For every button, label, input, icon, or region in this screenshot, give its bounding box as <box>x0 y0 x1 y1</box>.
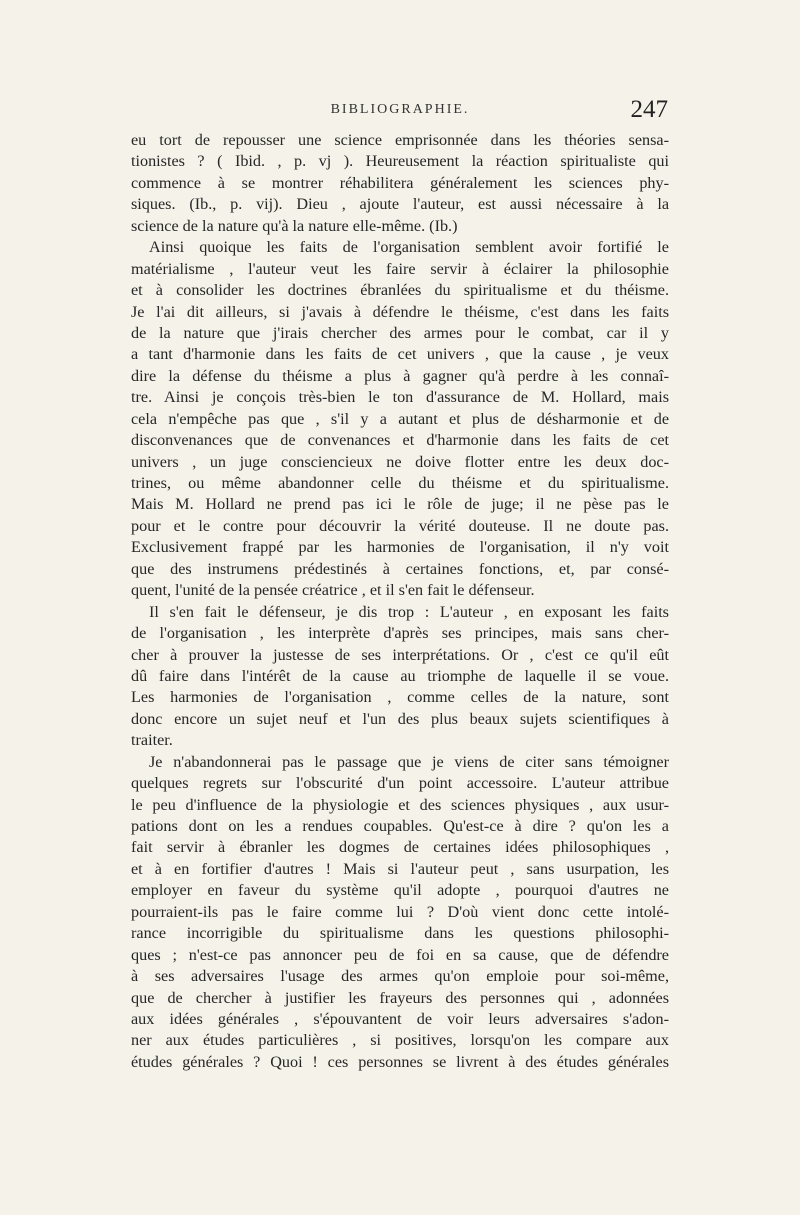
text-line: ner aux études particulières , si positives, lorsqu'on les compare aux <box>131 1031 669 1050</box>
text-line: Je n'abandonnerai pas le passage que je viens de citer sans témoigner <box>149 752 669 771</box>
text-line: que des instrumens prédestinés à certaines fonctions, et, par consé- <box>131 559 669 578</box>
text-line: Ainsi quoique les faits de l'organisation semblent avoir fortifié le <box>149 238 669 257</box>
text-line: siques. (Ib., p. vij). Dieu , ajoute l'auteur, est aussi nécessaire à la <box>131 195 669 214</box>
text-line: trines, ou même abandonner celle du théisme et du spiritualisme. <box>131 474 669 492</box>
text-line: dire la défense du théisme a plus à gagner qu'à perdre à les connaî- <box>131 366 669 385</box>
text-line: que de chercher à justifier les frayeurs des personnes qui , adonnées <box>131 988 669 1007</box>
text-line: commence à se montrer réhabilitera généralement les sciences phy- <box>131 173 669 192</box>
text-line: Il s'en fait le défenseur, je dis trop : L'auteur , en exposant les faits <box>149 602 669 621</box>
text-line: disconvenances que de convenances et d'harmonie dans les faits de cet <box>131 431 669 450</box>
text-line: cela n'empêche pas que , s'il y a autant et plus de désharmonie et de <box>131 409 669 428</box>
text-line: et à consolider les doctrines ébranlées du spiritualisme et du théisme. <box>131 281 669 300</box>
text-line: de la nature que j'irais chercher des armes pour le combat, car il y <box>131 323 669 342</box>
text-line: tre. Ainsi je conçois très-bien le ton d'assurance de M. Hollard, mais <box>131 388 669 407</box>
text-line: aux idées générales , s'épouvantent de voir leurs adversaires s'adon- <box>131 1009 669 1028</box>
running-head: BIBLIOGRAPHIE. <box>330 102 470 117</box>
text-line: traiter. <box>131 731 173 750</box>
text-line: univers , un juge consciencieux ne doive flotter entre les deux doc- <box>131 452 669 471</box>
text-line: eu tort de repousser une science emprisonnée dans les théories sensa- <box>131 131 669 149</box>
text-line: Je l'ai dit ailleurs, si j'avais à défendre le théisme, c'est dans les faits <box>131 302 669 321</box>
text-line: quelques regrets sur l'obscurité d'un point accessoire. L'auteur attribue <box>131 774 669 793</box>
text-line: tionistes ? ( Ibid. , p. vj ). Heureusement la réaction spiritualiste qui <box>131 152 669 171</box>
text-line: pourraient-ils pas le faire comme lui ? D'où vient donc cette intolé- <box>131 902 669 921</box>
page-header <box>130 96 670 128</box>
text-line: pations dont on les a rendues coupables. Qu'est-ce à dire ? qu'on les a <box>131 817 669 835</box>
text-line: Les harmonies de l'organisation , comme celles de la nature, sont <box>131 688 669 707</box>
text-line: ques ; n'est-ce pas annoncer peu de foi en sa cause, que de défendre <box>131 945 669 964</box>
text-line: dû faire dans l'intérêt de la cause au triomphe de laquelle il se voue. <box>131 666 669 685</box>
text-line: Exclusivement frappé par les harmonies de l'organisation, il n'y voit <box>131 538 669 557</box>
page-number: 247 <box>630 96 668 123</box>
text-line: Mais M. Hollard ne prend pas ici le rôle de juge; il ne pèse pas le <box>131 495 669 514</box>
text-line: le peu d'influence de la physiologie et des sciences physiques , aux usur- <box>131 795 669 814</box>
text-line: donc encore un sujet neuf et l'un des plus beaux sujets scientifiques à <box>131 709 669 728</box>
text-line: rance incorrigible du spiritualisme dans les questions philosophi- <box>131 924 669 943</box>
text-line: à ses adversaires l'usage des armes qu'on emploie pour soi-même, <box>131 967 669 986</box>
text-line: a tant d'harmonie dans les faits de cet univers , que la cause , je veux <box>131 345 669 364</box>
text-line: matérialisme , l'auteur veut les faire servir à éclairer la philosophie <box>131 259 669 278</box>
text-line: et à en fortifier d'autres ! Mais si l'auteur peut , sans usurpation, les <box>131 859 669 878</box>
text-line: science de la nature qu'à la nature elle-même. (Ib.) <box>131 216 458 235</box>
text-line: cher à prouver la justesse de ses interprétations. Or , c'est ce qu'il eût <box>131 645 669 664</box>
text-line: employer en faveur du système qu'il adopte , pourquoi d'autres ne <box>131 881 669 900</box>
text-line: études générales ? Quoi ! ces personnes se livrent à des études générales <box>131 1052 669 1071</box>
body-text <box>131 130 669 1073</box>
text-line: fait servir à ébranler les dogmes de certaines idées philosophiques , <box>131 838 669 857</box>
text-line: pour et le contre pour découvrir la vérité douteuse. Il ne doute pas. <box>131 516 669 535</box>
text-line: quent, l'unité de la pensée créatrice , et il s'en fait le défenseur. <box>131 581 535 600</box>
text-line: de l'organisation , les interprète d'après ses principes, mais sans cher- <box>131 624 669 643</box>
